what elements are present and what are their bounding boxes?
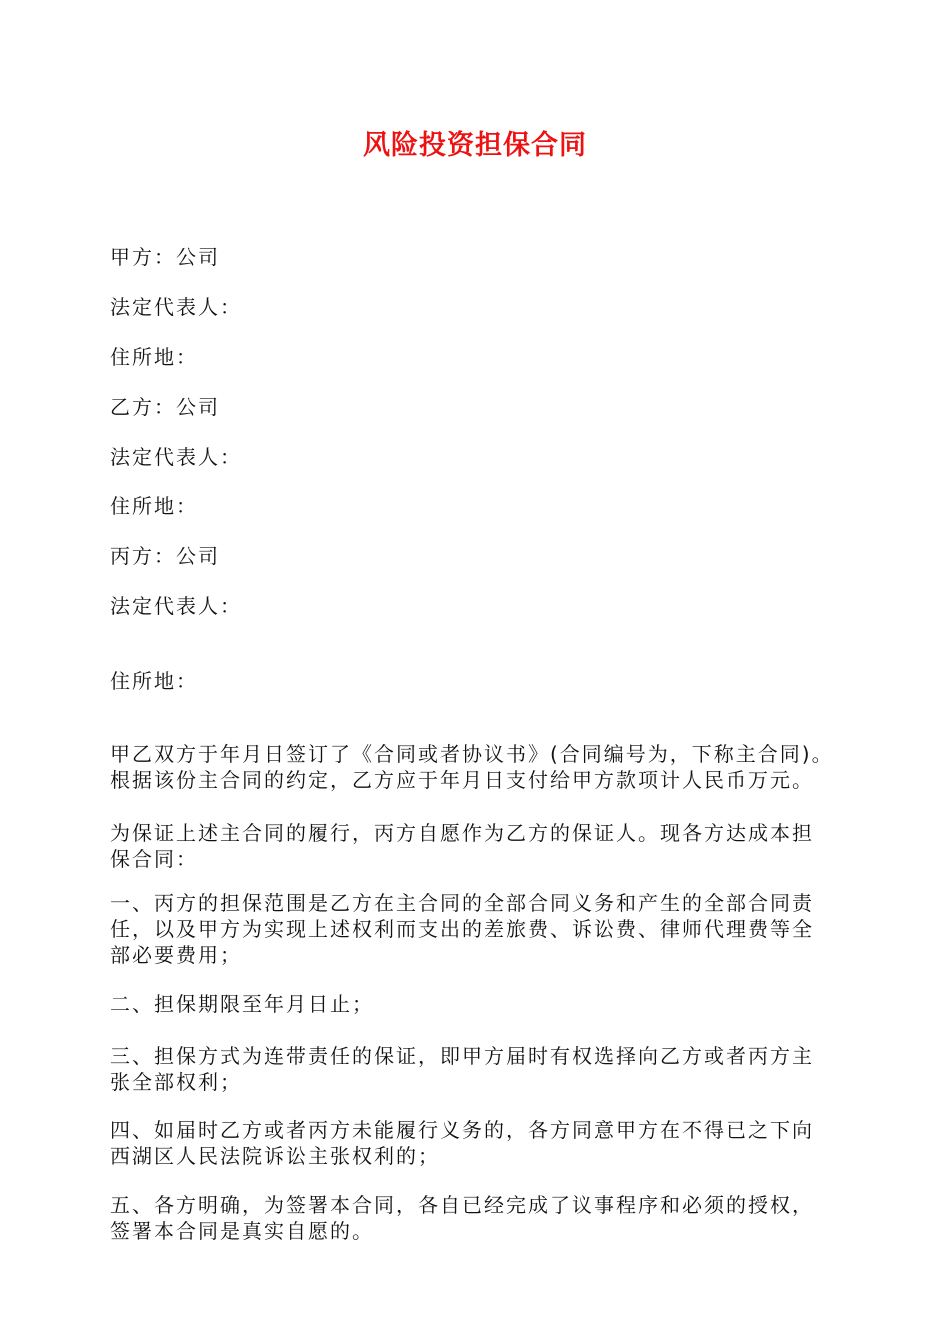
- clause-4-litigation: [110, 1117, 850, 1169]
- party-b-address: 住所地：: [110, 494, 198, 518]
- clause-1-scope: [110, 890, 850, 968]
- party-a-name: 甲方：公司: [110, 245, 220, 269]
- party-b-representative: 法定代表人：: [110, 445, 242, 469]
- clause-3-method: [110, 1043, 850, 1095]
- document-title: 风险投资担保合同: [363, 130, 587, 161]
- paragraph-line: 保合同：: [110, 847, 198, 871]
- paragraph-guarantee-intent: [110, 820, 850, 872]
- clause-2-term: [110, 991, 850, 1017]
- paragraph-line: 二、担保期限至年月日止；: [110, 992, 374, 1016]
- paragraph-line: 任，以及甲方为实现上述权利而支出的差旅费、诉讼费、律师代理费等全: [110, 917, 814, 941]
- party-c-name: 丙方：公司: [110, 544, 220, 568]
- paragraph-line: 为保证上述主合同的履行，丙方自愿作为乙方的保证人。现各方达成本担: [110, 821, 814, 845]
- paragraph-line: 根据该份主合同的约定，乙方应于年月日支付给甲方款项计人民币万元。: [110, 768, 814, 792]
- party-c-address: 住所地：: [110, 669, 198, 693]
- party-a-address: 住所地：: [110, 345, 198, 369]
- paragraph-line: 张全部权利；: [110, 1070, 242, 1094]
- paragraph-line: 部必要费用；: [110, 943, 242, 967]
- paragraph-line: 西湖区人民法院诉讼主张权利的；: [110, 1144, 440, 1168]
- party-c-representative: 法定代表人：: [110, 594, 242, 618]
- paragraph-main-contract: [110, 741, 850, 793]
- paragraph-line: 一、丙方的担保范围是乙方在主合同的全部合同义务和产生的全部合同责: [110, 891, 814, 915]
- paragraph-line: 甲乙双方于年月日签订了《合同或者协议书》(合同编号为，下称主合同)。: [110, 742, 834, 766]
- paragraph-line: 签署本合同是真实自愿的。: [110, 1219, 374, 1243]
- party-b-name: 乙方：公司: [110, 395, 220, 419]
- paragraph-line: 五、各方明确，为签署本合同，各自已经完成了议事程序和必须的授权，: [110, 1193, 814, 1217]
- clause-5-authorization: [110, 1192, 850, 1244]
- paragraph-line: 三、担保方式为连带责任的保证，即甲方届时有权选择向乙方或者丙方主: [110, 1044, 814, 1068]
- party-a-representative: 法定代表人：: [110, 295, 242, 319]
- paragraph-line: 四、如届时乙方或者丙方未能履行义务的，各方同意甲方在不得已之下向: [110, 1118, 814, 1142]
